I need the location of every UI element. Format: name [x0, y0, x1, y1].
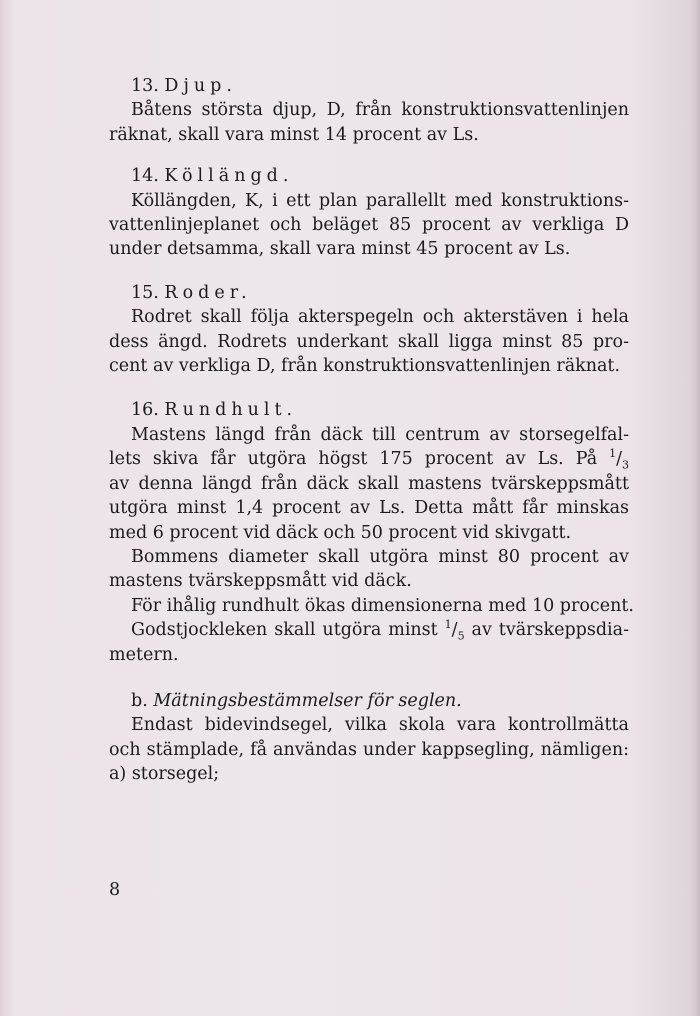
- section-16-title: Rundhult.: [164, 400, 298, 421]
- section-14-line-1: Köllängden, K, i ett plan parallellt med konstruktions-: [131, 190, 629, 211]
- section-15-line-1: Rodret skall följa akterspegeln och akterstäven i hela: [131, 307, 629, 328]
- one-third-fraction: $^1/_3$: [609, 447, 629, 472]
- one-fifth-fraction: $^1/_5$: [444, 618, 465, 643]
- section-16-line-2: [109, 447, 629, 471]
- section-b-heading: [109, 689, 629, 713]
- section-15-title: Roder.: [164, 282, 252, 303]
- section-14-heading: [109, 164, 629, 188]
- section-15-heading: [109, 281, 629, 305]
- section-16-line-1: Mastens längd från däck till centrum av storsegelfal-: [131, 424, 629, 445]
- section-b-title: Mätningsbestämmelser för seglen.: [153, 690, 462, 711]
- section-b-line-2: och stämplade, få användas under kappsegling, nämligen:: [109, 739, 629, 760]
- fraction-numerator: 1: [609, 447, 617, 461]
- section-14-number: 14.: [131, 166, 159, 187]
- section-13-title: Djup.: [164, 76, 237, 96]
- section-15-number: 15.: [131, 282, 159, 303]
- section-15-line-3: cent av verkliga D, från konstruktionsvattenlinjen räknat.: [109, 356, 621, 377]
- section-16-line-9-text: Godstjockleken skall utgöra minst: [131, 620, 445, 641]
- section-16-number: 16.: [131, 400, 159, 421]
- section-13-line-1: Båtens största djup, D, från konstruktionsvattenlinjen: [131, 100, 629, 121]
- section-15-line-2: dess ängd. Rodrets underkant skall ligga minst 85 pro-: [109, 331, 629, 352]
- fraction-denominator: 3: [622, 458, 629, 472]
- page-body: [109, 74, 634, 787]
- section-13-heading: [109, 74, 629, 98]
- section-16-line-8: För ihålig rundhult ökas dimensionerna med 10 procent.: [131, 595, 634, 616]
- section-14-line-2: vattenlinjeplanet och beläget 85 procent av verkliga D: [109, 215, 629, 236]
- section-b-label: b.: [131, 690, 148, 711]
- section-16-line-9: [109, 618, 629, 642]
- section-14-line-3: under detsamma, skall vara minst 45 procent av Ls.: [109, 239, 571, 260]
- section-16-line-9-end: av tvärskeppsdia-: [464, 620, 629, 641]
- section-14-title: Köllängd.: [164, 166, 294, 187]
- section-16-line-6: Bommens diameter skall utgöra minst 80 procent av: [131, 546, 629, 567]
- section-16-line-4: utgöra minst 1,4 procent av Ls. Detta mått får minskas: [109, 498, 629, 519]
- section-b-line-1: Endast bidevindsegel, vilka skola vara kontrollmätta: [131, 715, 629, 736]
- section-16-line-2-text: lets skiva får utgöra högst 175 procent av Ls. På: [109, 449, 610, 470]
- section-16-heading: [109, 398, 629, 422]
- fraction-numerator: 1: [444, 618, 452, 632]
- section-16-line-3: av denna längd från däck skall mastens tvärskeppsmått: [109, 473, 629, 494]
- section-16-line-5: med 6 procent vid däck och 50 procent vid skivgatt.: [109, 522, 572, 543]
- page-number: 8: [109, 880, 121, 900]
- section-b-line-3: a) storsegel;: [109, 764, 220, 785]
- section-13-number: 13.: [131, 76, 159, 96]
- section-16-line-7: mastens tvärskeppsmått vid däck.: [109, 571, 412, 592]
- fraction-denominator: 5: [457, 629, 465, 643]
- section-13-line-2: räknat, skall vara minst 14 procent av Ls.: [109, 124, 479, 145]
- section-16-line-10: metern.: [109, 644, 179, 665]
